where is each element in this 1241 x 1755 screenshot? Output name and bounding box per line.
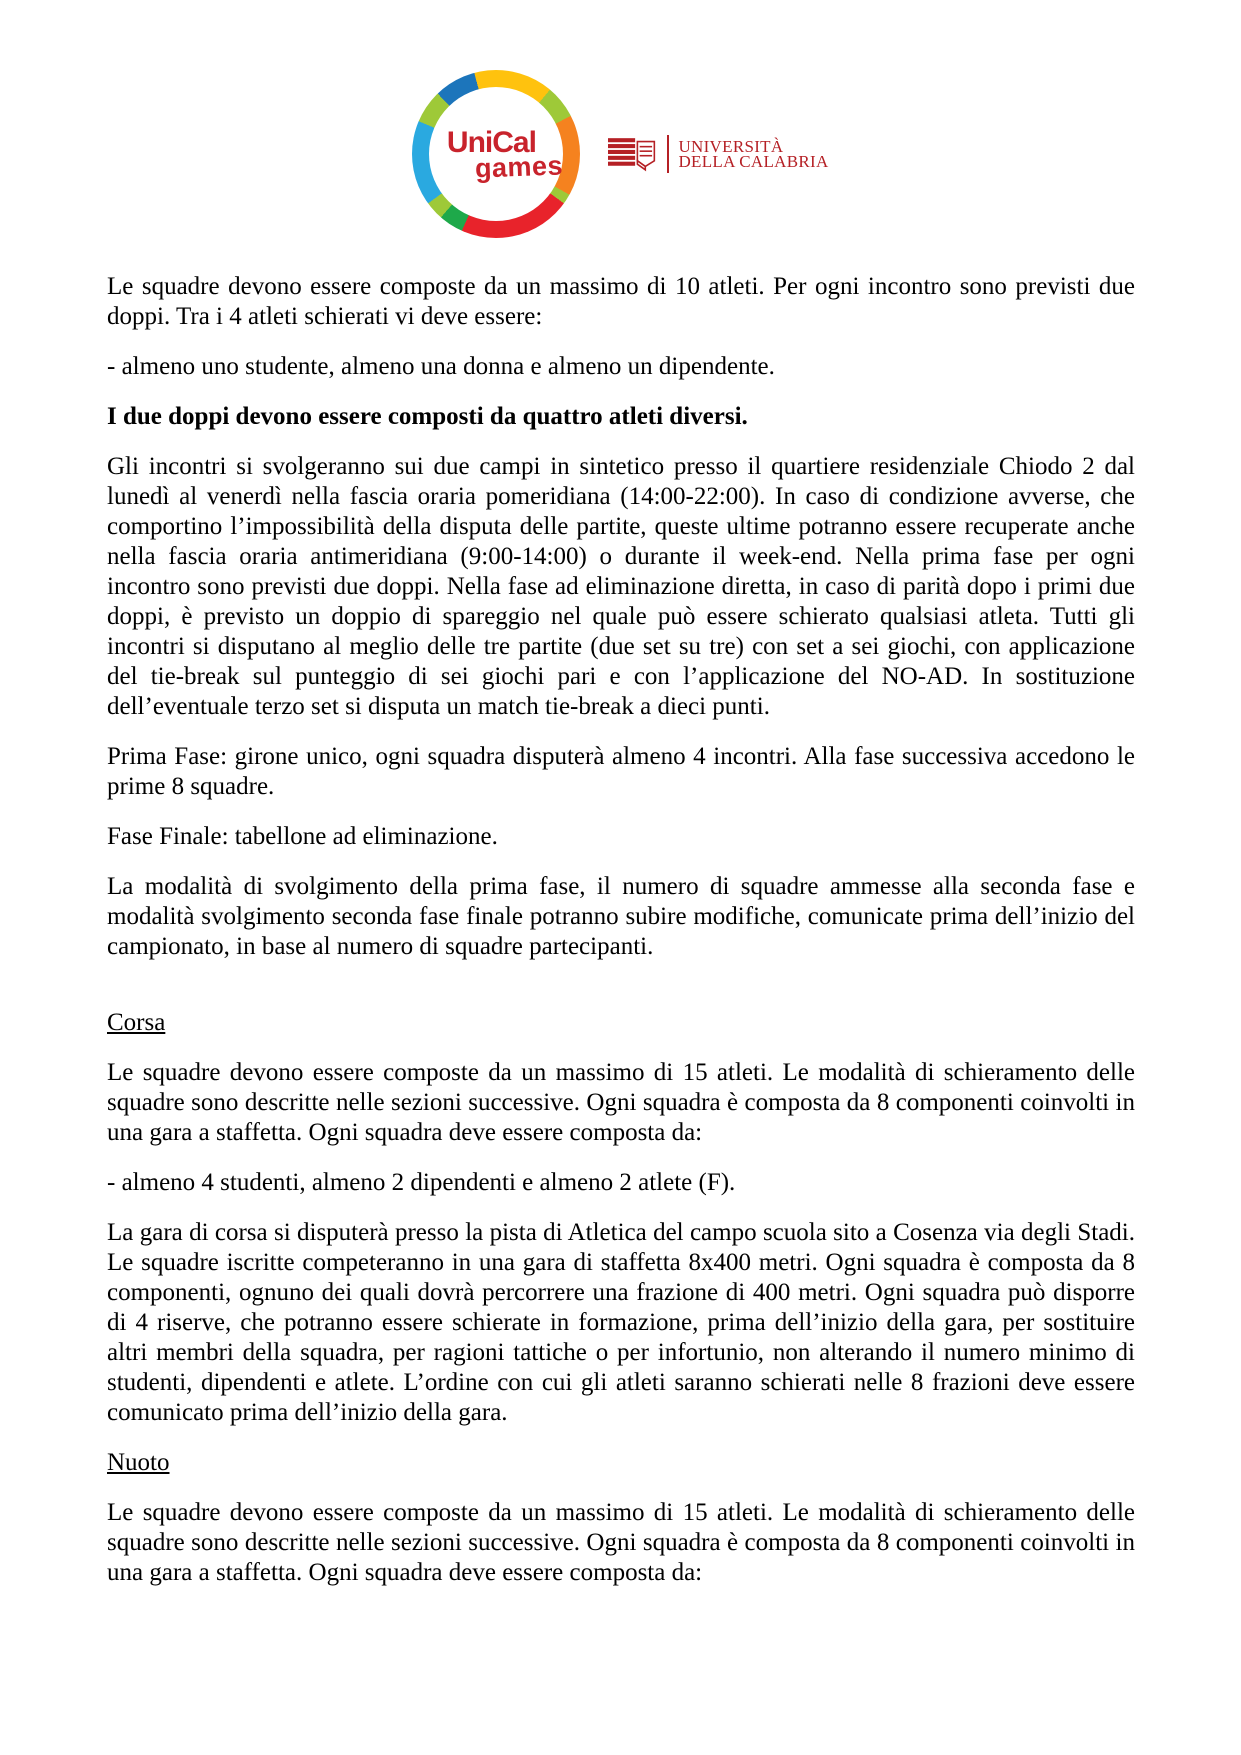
paragraph-corsa-details: La gara di corsa si disputerà presso la pista di Atletica del campo scuola sito a Cosenza via degli Stadi. Le squadre iscritte competeranno in una gara di staffetta 8x400 metri. Ogni squadra è composta da 8 componenti, ognuno dei quali dovrà percorrere una frazione di 400 metri. Ogni squadra può disporre di 4 riserve, che potranno essere schierate in formazione, prima dell’inizio della gara, per sostituire altri membri della squadra, per ragioni tattiche o per infortunio, non alterando il numero minimo di studenti, dipendenti e atlete. L’ordine con cui gli atleti saranno schierati nelle 8 frazioni deve essere comunicato prima dell’inizio della gara. bbox=[107, 1219, 1135, 1426]
paragraph-team-composition-10: Le squadre devono essere composte da un massimo di 10 atleti. Per ogni incontro sono previsti due doppi. Tra i 4 atleti schierati vi deve essere: bbox=[107, 273, 1135, 330]
section-heading-corsa: Corsa bbox=[107, 1009, 166, 1036]
university-name-line1: UNIVERSITÀ bbox=[678, 137, 784, 156]
logo-divider bbox=[667, 135, 669, 173]
university-name bbox=[678, 139, 828, 169]
university-book-icon bbox=[608, 133, 660, 175]
university-name-line2: DELLA CALABRIA bbox=[678, 152, 829, 171]
university-logo bbox=[608, 133, 828, 175]
section-heading-nuoto: Nuoto bbox=[107, 1449, 170, 1476]
paragraph-match-rules: Gli incontri si svolgeranno sui due campi in sintetico presso il quartiere residenziale Chiodo 2 dal lunedì al venerdì nella fascia oraria pomeridiana (14:00-22:00). In caso di condizione avverse, che comportino l’impossibilità della disputa delle partite, queste ultime potranno essere recuperate anche nella fascia oraria antimeridiana (9:00-14:00) o durante il week-end. Nella prima fase per ogni incontro sono previsti due doppi. Nella fase ad eliminazione diretta, in caso di parità dopo i primi due doppi, è previsto un doppio di spareggio nel quale può essere schierato qualsiasi atleta. Tutti gli incontri si disputano al meglio delle tre partite (due set su tre) con set a sei giochi, con applicazione del tie-break sul punteggio di sei giochi pari e con l’applicazione del NO-AD. In sostituzione dell’eventuale terzo set si disputa un match tie-break a dieci punti. bbox=[107, 453, 1135, 720]
unical-games-word1: UniCal bbox=[446, 125, 536, 159]
paragraph-modalita: La modalità di svolgimento della prima fase, il numero di squadre ammesse alla seconda fase e modalità svolgimento seconda fase finale potranno subire modifiche, comunicate prima dell’inizio del campionato, in base al numero di squadre partecipanti. bbox=[107, 873, 1135, 960]
paragraph-fase-finale: Fase Finale: tabellone ad eliminazione. bbox=[107, 823, 498, 850]
unical-games-word2: games bbox=[474, 149, 564, 184]
unical-games-wordmark bbox=[429, 87, 563, 221]
document-body bbox=[0, 272, 1241, 1588]
bold-statement-doubles: I due doppi devono essere composti da quattro atleti diversi. bbox=[107, 403, 748, 430]
unical-games-logo bbox=[412, 70, 580, 238]
header-logos bbox=[0, 70, 1241, 238]
paragraph-dash-requirement-corsa: - almeno 4 studenti, almeno 2 dipendenti e almeno 2 atlete (F). bbox=[107, 1169, 736, 1196]
paragraph-dash-requirement-tennis: - almeno uno studente, almeno una donna e almeno un dipendente. bbox=[107, 353, 775, 380]
paragraph-nuoto-composition: Le squadre devono essere composte da un massimo di 15 atleti. Le modalità di schieramento delle squadre sono descritte nelle sezioni successive. Ogni squadra è composta da 8 componenti coinvolti in una gara a staffetta. Ogni squadra deve essere composta da: bbox=[107, 1499, 1135, 1586]
paragraph-corsa-composition: Le squadre devono essere composte da un massimo di 15 atleti. Le modalità di schieramento delle squadre sono descritte nelle sezioni successive. Ogni squadra è composta da 8 componenti coinvolti in una gara a staffetta. Ogni squadra deve essere composta da: bbox=[107, 1059, 1135, 1146]
paragraph-prima-fase: Prima Fase: girone unico, ogni squadra disputerà almeno 4 incontri. Alla fase successiva accedono le prime 8 squadre. bbox=[107, 743, 1135, 800]
